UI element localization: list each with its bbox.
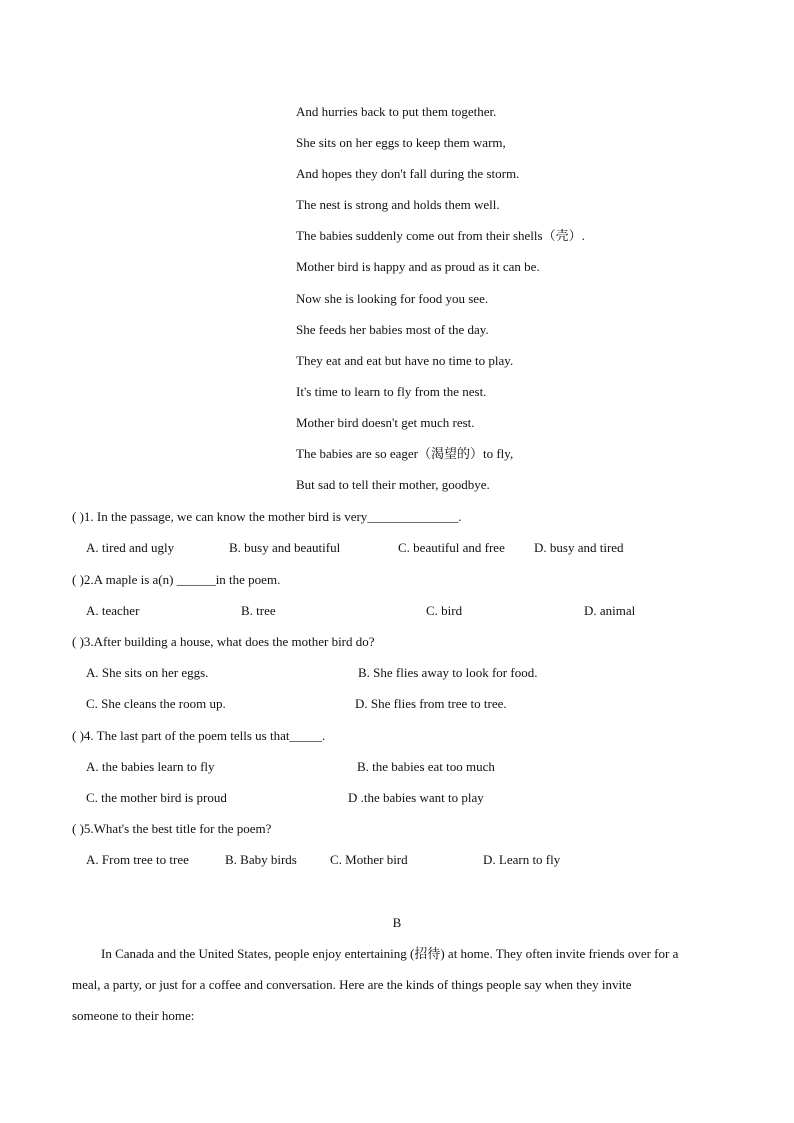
question-1-option-c: C. beautiful and free — [398, 540, 505, 555]
question-2-option-d: D. animal — [584, 603, 636, 618]
poem — [296, 103, 766, 507]
question-1-option-a: A. tired and ugly — [86, 540, 175, 555]
poem-line: The babies are so eager（渴望的）to fly, — [296, 446, 514, 462]
question-5-stem: ( )5.What's the best title for the poem? — [72, 821, 272, 836]
question-5-option-a: A. From tree to tree — [86, 852, 189, 867]
poem-line: Mother bird is happy and as proud as it can be. — [296, 259, 540, 275]
poem-line: Now she is looking for food you see. — [296, 290, 489, 306]
question-4-stem: ( )4. The last part of the poem tells us that_____. — [72, 728, 326, 743]
poem-line: It's time to learn to fly from the nest. — [296, 383, 487, 399]
question-1-option-b: B. busy and beautiful — [229, 540, 341, 555]
poem-line: And hurries back to put them together. — [296, 104, 497, 119]
question-3-option-b: B. She flies away to look for food. — [358, 665, 538, 680]
poem-line: Mother bird doesn't get much rest. — [296, 414, 475, 430]
poem-line: They eat and eat but have no time to play. — [296, 352, 514, 368]
question-3-option-c: C. She cleans the room up. — [86, 696, 226, 711]
question-3-option-a: A. She sits on her eggs. — [86, 665, 209, 680]
question-3-stem: ( )3.After building a house, what does the mother bird do? — [72, 634, 375, 649]
question-4-option-c: C. the mother bird is proud — [86, 790, 227, 805]
question-4-option-a: A. the babies learn to fly — [86, 759, 215, 774]
section-b-paragraph-line-2: meal, a party, or just for a coffee and conversation. Here are the kinds of things people say when they invite — [72, 977, 632, 992]
question-2-option-a: A. teacher — [86, 603, 140, 618]
question-5-option-b: B. Baby birds — [225, 852, 297, 867]
question-2-option-c: C. bird — [426, 603, 463, 618]
question-2-stem: ( )2.A maple is a(n) ______in the poem. — [72, 572, 281, 587]
section-b-title: B — [392, 915, 402, 930]
poem-line: But sad to tell their mother, goodbye. — [296, 477, 490, 493]
question-5-option-c: C. Mother bird — [330, 852, 408, 867]
question-3-option-d: D. She flies from tree to tree. — [355, 696, 507, 711]
section-b-paragraph-line-1: In Canada and the United States, people enjoy entertaining (招待) at home. They often invite friends over for a — [101, 946, 679, 961]
poem-line: She sits on her eggs to keep them warm, — [296, 135, 506, 151]
question-2-option-b: B. tree — [241, 603, 276, 618]
poem-line: The babies suddenly come out from their shells（壳）. — [296, 228, 585, 244]
poem-line: The nest is strong and holds them well. — [296, 197, 500, 213]
poem-line: And hopes they don't fall during the storm. — [296, 166, 520, 182]
question-1-option-d: D. busy and tired — [534, 540, 624, 555]
question-4-option-d: D .the babies want to play — [348, 790, 484, 805]
poem-line: She feeds her babies most of the day. — [296, 321, 489, 337]
question-5-option-d: D. Learn to fly — [483, 852, 561, 867]
question-4-option-b: B. the babies eat too much — [357, 759, 495, 774]
question-1-stem: ( )1. In the passage, we can know the mother bird is very______________. — [72, 509, 462, 524]
section-b-paragraph-line-3: someone to their home: — [72, 1008, 195, 1023]
